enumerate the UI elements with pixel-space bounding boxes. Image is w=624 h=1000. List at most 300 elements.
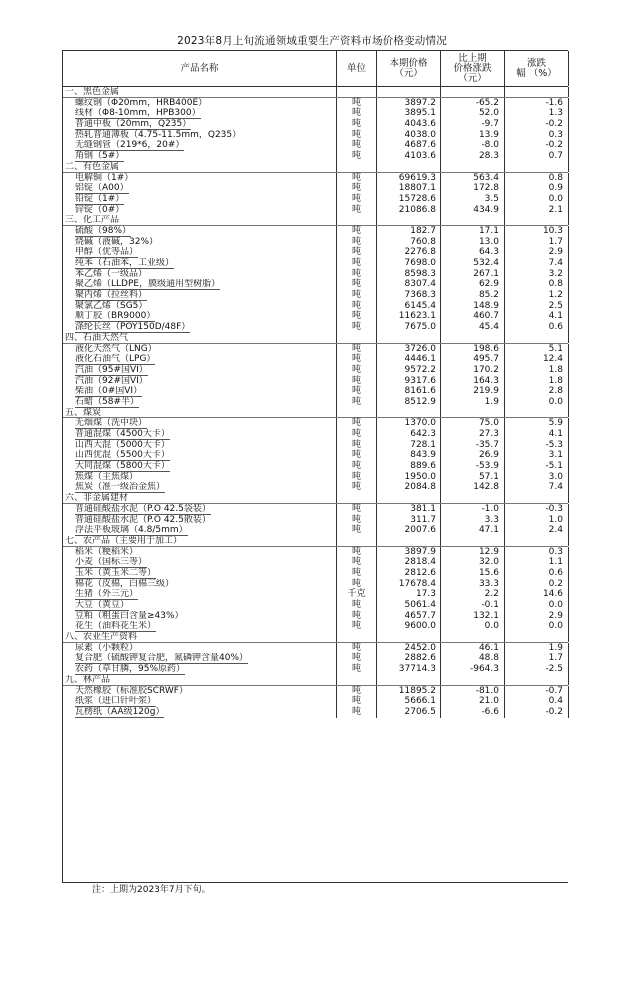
change-cell-text: 267.1 (473, 268, 499, 279)
unit-cell-text: 吨 (351, 461, 361, 472)
table-row (63, 279, 568, 290)
unit-cell-text: 吨 (351, 258, 361, 268)
percent-cell (505, 589, 569, 600)
table-row (63, 461, 568, 472)
table-row (63, 504, 568, 515)
price-cell (377, 525, 441, 536)
header-unit: 单位 (337, 51, 377, 86)
change-cell-text: 27.3 (478, 429, 499, 439)
price-cell (377, 344, 441, 355)
percent-cell (505, 119, 569, 130)
price-cell (377, 98, 441, 109)
category-row (63, 162, 568, 173)
unit-cell-text: 吨 (351, 418, 361, 429)
table-row (63, 515, 568, 526)
percent-cell (505, 215, 569, 225)
unit-cell (337, 258, 377, 269)
unit-cell (337, 365, 377, 376)
unit-cell (337, 589, 377, 600)
change-cell-text: -81.0 (475, 685, 499, 696)
unit-cell (337, 568, 377, 579)
change-cell (441, 290, 505, 301)
price-cell (377, 621, 441, 632)
percent-cell-text: 1.7 (548, 653, 563, 664)
table-row (63, 440, 568, 451)
price-cell-text: 2007.6 (404, 525, 436, 536)
unit-cell (337, 547, 377, 558)
price-cell (377, 536, 441, 546)
product-name (63, 258, 337, 269)
price-cell-text: 2276.8 (404, 247, 436, 258)
price-cell (377, 515, 441, 526)
percent-cell-text: -5.3 (545, 439, 563, 450)
price-cell-text: 4687.6 (404, 140, 436, 151)
unit-cell-text: 吨 (351, 567, 361, 578)
unit-cell (337, 322, 377, 333)
product-name (63, 504, 337, 515)
percent-cell-text: 0.8 (548, 172, 563, 183)
percent-cell (505, 311, 569, 322)
change-cell (441, 365, 505, 376)
product-name-text: 花生（油料花生米） (75, 621, 157, 632)
table-row (63, 119, 568, 130)
percent-cell (505, 664, 569, 675)
table-row (63, 108, 568, 119)
category-name (63, 87, 337, 97)
percent-cell-text: 2.4 (548, 525, 563, 536)
category-name-text: 三、化工产品 (65, 215, 120, 225)
unit-cell-text: 吨 (351, 471, 361, 482)
price-cell-text: 7675.0 (404, 322, 436, 333)
product-name-text: 烧碱（液碱，32%） (75, 236, 159, 247)
change-cell (441, 643, 505, 654)
percent-cell-text: 0.4 (548, 696, 563, 707)
unit-cell (337, 226, 377, 237)
price-cell (377, 418, 441, 429)
category-name (63, 632, 337, 642)
unit-cell (337, 98, 377, 109)
header-current-price-line1: 本期价格 (389, 57, 428, 69)
unit-cell-text: 吨 (351, 140, 361, 151)
product-name (63, 397, 337, 408)
category-name-text: 七、农产品（主要用于加工） (65, 535, 183, 546)
percent-cell-text: 3.1 (548, 450, 563, 461)
table-row (63, 579, 568, 590)
percent-cell (505, 108, 569, 119)
product-name (63, 579, 337, 590)
unit-cell-text: 吨 (351, 429, 361, 439)
percent-cell (505, 301, 569, 312)
change-cell-text: 172.8 (473, 183, 499, 194)
change-cell (441, 664, 505, 675)
percent-cell (505, 173, 569, 184)
product-name (63, 237, 337, 248)
change-cell (441, 600, 505, 611)
unit-cell-text: 吨 (351, 610, 361, 621)
table-row (63, 140, 568, 151)
product-name-text: 纯苯（石油苯，工业级） (75, 258, 175, 268)
change-cell (441, 504, 505, 515)
table-row (63, 600, 568, 611)
table-row (63, 269, 568, 280)
header-change-percent-line1: 涨跌 (526, 57, 546, 69)
table-row (63, 290, 568, 301)
change-cell-text: 170.2 (473, 364, 499, 375)
unit-cell-text: 吨 (351, 119, 361, 130)
price-cell-text: 1370.0 (404, 418, 436, 429)
change-cell (441, 696, 505, 707)
change-cell-text: -35.7 (475, 439, 499, 450)
percent-cell-text: 2.1 (548, 204, 563, 215)
percent-cell (505, 429, 569, 440)
price-cell-text: 5666.1 (404, 696, 436, 707)
unit-cell-text: 吨 (351, 364, 361, 375)
price-cell-text: 6145.4 (404, 300, 436, 311)
unit-cell (337, 87, 377, 97)
unit-cell (337, 707, 377, 718)
product-name-text: 大同混煤（5800大卡） (75, 461, 170, 472)
product-name (63, 98, 337, 109)
price-cell-text: 311.7 (410, 514, 436, 525)
percent-cell (505, 140, 569, 151)
table-row (63, 301, 568, 312)
header-current-price-line2: （元） (394, 67, 423, 79)
change-cell (441, 215, 505, 225)
price-cell (377, 611, 441, 622)
unit-cell (337, 696, 377, 707)
change-cell-text: 460.7 (473, 311, 499, 322)
product-name-text: 焦炭（准一级冶金焦） (75, 482, 166, 493)
price-cell (377, 450, 441, 461)
change-cell (441, 194, 505, 205)
product-name-text: 复合肥（硫酸钾复合肥，氮磷钾含量40%） (75, 653, 249, 664)
product-name (63, 600, 337, 611)
header-price-change-line2: 价格涨跌 (453, 62, 492, 74)
price-cell-text: 7368.3 (404, 290, 436, 301)
unit-cell (337, 686, 377, 697)
unit-cell-text: 吨 (351, 514, 361, 525)
price-cell-text: 1950.0 (404, 471, 436, 482)
category-name-text: 四、石油天然气 (65, 332, 129, 343)
percent-cell (505, 226, 569, 237)
percent-cell (505, 696, 569, 707)
product-name (63, 311, 337, 322)
category-name-text: 六、非金属建材 (65, 493, 129, 503)
product-name-text: 涤纶长丝（POY150D/48F） (75, 322, 191, 333)
unit-cell-text: 吨 (351, 706, 361, 717)
price-cell-text: 381.1 (410, 503, 436, 514)
percent-cell (505, 482, 569, 493)
table-body (63, 87, 568, 718)
price-cell-text: 5061.4 (404, 600, 436, 610)
change-cell (441, 568, 505, 579)
percent-cell-text: 3.2 (548, 268, 563, 279)
unit-cell (337, 311, 377, 322)
table-row (63, 653, 568, 664)
change-cell (441, 279, 505, 290)
table-row (63, 611, 568, 622)
price-cell (377, 632, 441, 642)
unit-cell (337, 461, 377, 472)
table-row (63, 643, 568, 654)
product-name (63, 653, 337, 664)
percent-cell-text: 1.1 (548, 557, 563, 568)
change-cell (441, 87, 505, 97)
price-cell (377, 482, 441, 493)
change-cell-text: 0.0 (484, 621, 499, 632)
percent-cell-text: 0.2 (548, 578, 563, 589)
unit-cell (337, 632, 377, 642)
change-cell-text: 47.1 (478, 525, 499, 536)
unit-cell (337, 557, 377, 568)
unit-cell (337, 376, 377, 387)
price-cell (377, 568, 441, 579)
price-cell-text: 2812.6 (404, 567, 436, 578)
product-name (63, 643, 337, 654)
product-name (63, 344, 337, 355)
product-name-text: 棉花（皮棉，白棉三级） (75, 578, 175, 589)
price-cell-text: 2452.0 (404, 642, 436, 653)
percent-cell (505, 611, 569, 622)
percent-cell (505, 162, 569, 172)
percent-cell-text: 0.0 (548, 621, 563, 632)
change-cell (441, 386, 505, 397)
change-cell-text: 12.9 (478, 546, 499, 557)
percent-cell (505, 472, 569, 483)
product-name (63, 440, 337, 451)
category-row (63, 675, 568, 686)
change-cell-text: -53.9 (475, 461, 499, 472)
percent-cell (505, 279, 569, 290)
product-name-text: 甲醇（优等品） (75, 247, 139, 258)
table-row (63, 194, 568, 205)
table-row (63, 429, 568, 440)
unit-cell (337, 183, 377, 194)
change-cell-text: 532.4 (473, 258, 499, 268)
percent-cell-text: -0.2 (545, 119, 563, 130)
unit-cell (337, 472, 377, 483)
product-name (63, 547, 337, 558)
product-name (63, 621, 337, 632)
change-cell (441, 707, 505, 718)
product-name-text: 无烟煤（洗中块） (75, 418, 148, 429)
change-cell-text: 75.0 (478, 418, 499, 429)
unit-cell (337, 525, 377, 536)
header-change-percent (505, 51, 569, 86)
table-row (63, 183, 568, 194)
unit-cell-text: 吨 (351, 268, 361, 279)
price-cell (377, 686, 441, 697)
unit-cell (337, 151, 377, 162)
change-cell-text: 3.5 (484, 193, 499, 204)
change-cell-text: 2.2 (484, 589, 499, 600)
change-cell (441, 557, 505, 568)
product-name (63, 707, 337, 718)
percent-cell (505, 87, 569, 97)
price-cell (377, 707, 441, 718)
percent-cell-text: 1.3 (548, 108, 563, 119)
price-cell (377, 290, 441, 301)
unit-cell-text: 吨 (351, 696, 361, 707)
price-cell-text: 9572.2 (404, 364, 436, 375)
change-cell-text: 13.9 (478, 129, 499, 140)
price-cell (377, 279, 441, 290)
product-name (63, 205, 337, 216)
unit-cell-text: 吨 (351, 225, 361, 236)
product-name-text: 线材（Φ8-10mm，HPB300） (75, 108, 201, 119)
category-row (63, 215, 568, 226)
category-row (63, 493, 568, 504)
product-name (63, 301, 337, 312)
table-row (63, 557, 568, 568)
price-cell (377, 365, 441, 376)
change-cell (441, 130, 505, 141)
percent-cell (505, 247, 569, 258)
table-row (63, 525, 568, 536)
table-row (63, 205, 568, 216)
unit-cell (337, 675, 377, 685)
unit-cell-text: 吨 (351, 204, 361, 215)
change-cell (441, 108, 505, 119)
table-row (63, 547, 568, 558)
change-cell (441, 311, 505, 322)
percent-cell (505, 579, 569, 590)
change-cell-text: 17.1 (478, 225, 499, 236)
change-cell (441, 301, 505, 312)
category-row (63, 632, 568, 643)
table-row (63, 173, 568, 184)
percent-cell-text: 5.1 (548, 343, 563, 354)
unit-cell-text: 吨 (351, 236, 361, 247)
unit-cell (337, 333, 377, 343)
change-cell (441, 162, 505, 172)
unit-cell (337, 354, 377, 365)
unit-cell (337, 397, 377, 408)
price-cell (377, 173, 441, 184)
product-name-text: 硫酸（98%） (75, 225, 132, 236)
header-current-price (377, 51, 441, 86)
change-cell-text: -8.0 (481, 140, 499, 151)
product-name-text: 稻米（粳稻米） (75, 546, 139, 557)
table-row (63, 376, 568, 387)
price-cell (377, 333, 441, 343)
unit-cell (337, 429, 377, 440)
change-cell (441, 151, 505, 162)
price-cell (377, 215, 441, 225)
price-cell (377, 162, 441, 172)
table-row (63, 151, 568, 162)
change-cell (441, 376, 505, 387)
table-row (63, 664, 568, 675)
percent-cell (505, 568, 569, 579)
category-name (63, 536, 337, 546)
percent-cell-text: 0.9 (548, 183, 563, 194)
product-name (63, 418, 337, 429)
unit-cell (337, 301, 377, 312)
percent-cell (505, 376, 569, 387)
change-cell-text: 219.9 (473, 386, 499, 397)
percent-cell (505, 504, 569, 515)
percent-cell-text: 1.8 (548, 364, 563, 375)
price-cell (377, 311, 441, 322)
category-name (63, 493, 337, 503)
product-name-text: 螺纹钢（Φ20mm，HRB400E） (75, 97, 208, 108)
change-cell (441, 450, 505, 461)
table-row (63, 707, 568, 718)
change-cell (441, 493, 505, 503)
percent-cell-text: -2.5 (545, 664, 563, 675)
percent-cell-text: 10.3 (542, 225, 563, 236)
price-cell-text: 9600.0 (404, 621, 436, 632)
product-name (63, 279, 337, 290)
table-note: 注：上期为2023年7月下旬。 (92, 885, 211, 895)
unit-cell (337, 205, 377, 216)
unit-cell-text: 吨 (351, 151, 361, 162)
change-cell (441, 183, 505, 194)
product-name (63, 140, 337, 151)
price-cell-text: 11623.1 (398, 311, 436, 322)
unit-cell-text: 吨 (351, 621, 361, 632)
table-row (63, 450, 568, 461)
price-cell-text: 3726.0 (404, 343, 436, 354)
price-cell-text: 17678.4 (398, 578, 436, 589)
unit-cell-text: 吨 (351, 386, 361, 397)
price-cell-text: 37714.3 (398, 664, 436, 675)
change-cell (441, 675, 505, 685)
percent-cell (505, 707, 569, 718)
percent-cell (505, 515, 569, 526)
change-cell-text: -6.6 (481, 706, 499, 717)
product-name-text: 焦煤（主焦煤） (75, 471, 139, 482)
product-name (63, 386, 337, 397)
product-name-text: 普通混煤（4500大卡） (75, 429, 170, 439)
percent-cell (505, 151, 569, 162)
unit-cell (337, 290, 377, 301)
price-cell-text: 889.6 (410, 461, 436, 472)
product-name-text: 大豆（黄豆） (75, 600, 130, 610)
percent-cell (505, 632, 569, 642)
price-cell (377, 119, 441, 130)
change-cell (441, 344, 505, 355)
product-name (63, 525, 337, 536)
percent-cell (505, 183, 569, 194)
unit-cell (337, 536, 377, 546)
change-cell (441, 515, 505, 526)
price-cell (377, 194, 441, 205)
change-cell (441, 653, 505, 664)
percent-cell-text: 5.9 (548, 418, 563, 429)
percent-cell (505, 643, 569, 654)
change-cell-text: 57.1 (478, 471, 499, 482)
price-cell (377, 322, 441, 333)
percent-cell (505, 290, 569, 301)
product-name-text: 豆粕（粗蛋白含量≥43%） (75, 610, 184, 621)
change-cell-text: -1.0 (481, 503, 499, 514)
percent-cell-text: -0.2 (545, 706, 563, 717)
table-row (63, 589, 568, 600)
percent-cell-text: 0.3 (548, 546, 563, 557)
product-name-text: 普通中板（20mm，Q235） (75, 119, 192, 130)
price-cell-text: 3897.9 (404, 546, 436, 557)
price-cell (377, 429, 441, 440)
product-name-text: 苯乙烯（一级品） (75, 268, 148, 279)
product-name-text: 聚乙烯（LLDPE，膜级通用型树脂） (75, 279, 221, 290)
change-cell (441, 333, 505, 343)
product-name-text: 农药（草甘膦，95%原药） (75, 664, 186, 675)
percent-cell (505, 440, 569, 451)
unit-cell (337, 643, 377, 654)
price-cell-text: 3895.1 (404, 108, 436, 119)
